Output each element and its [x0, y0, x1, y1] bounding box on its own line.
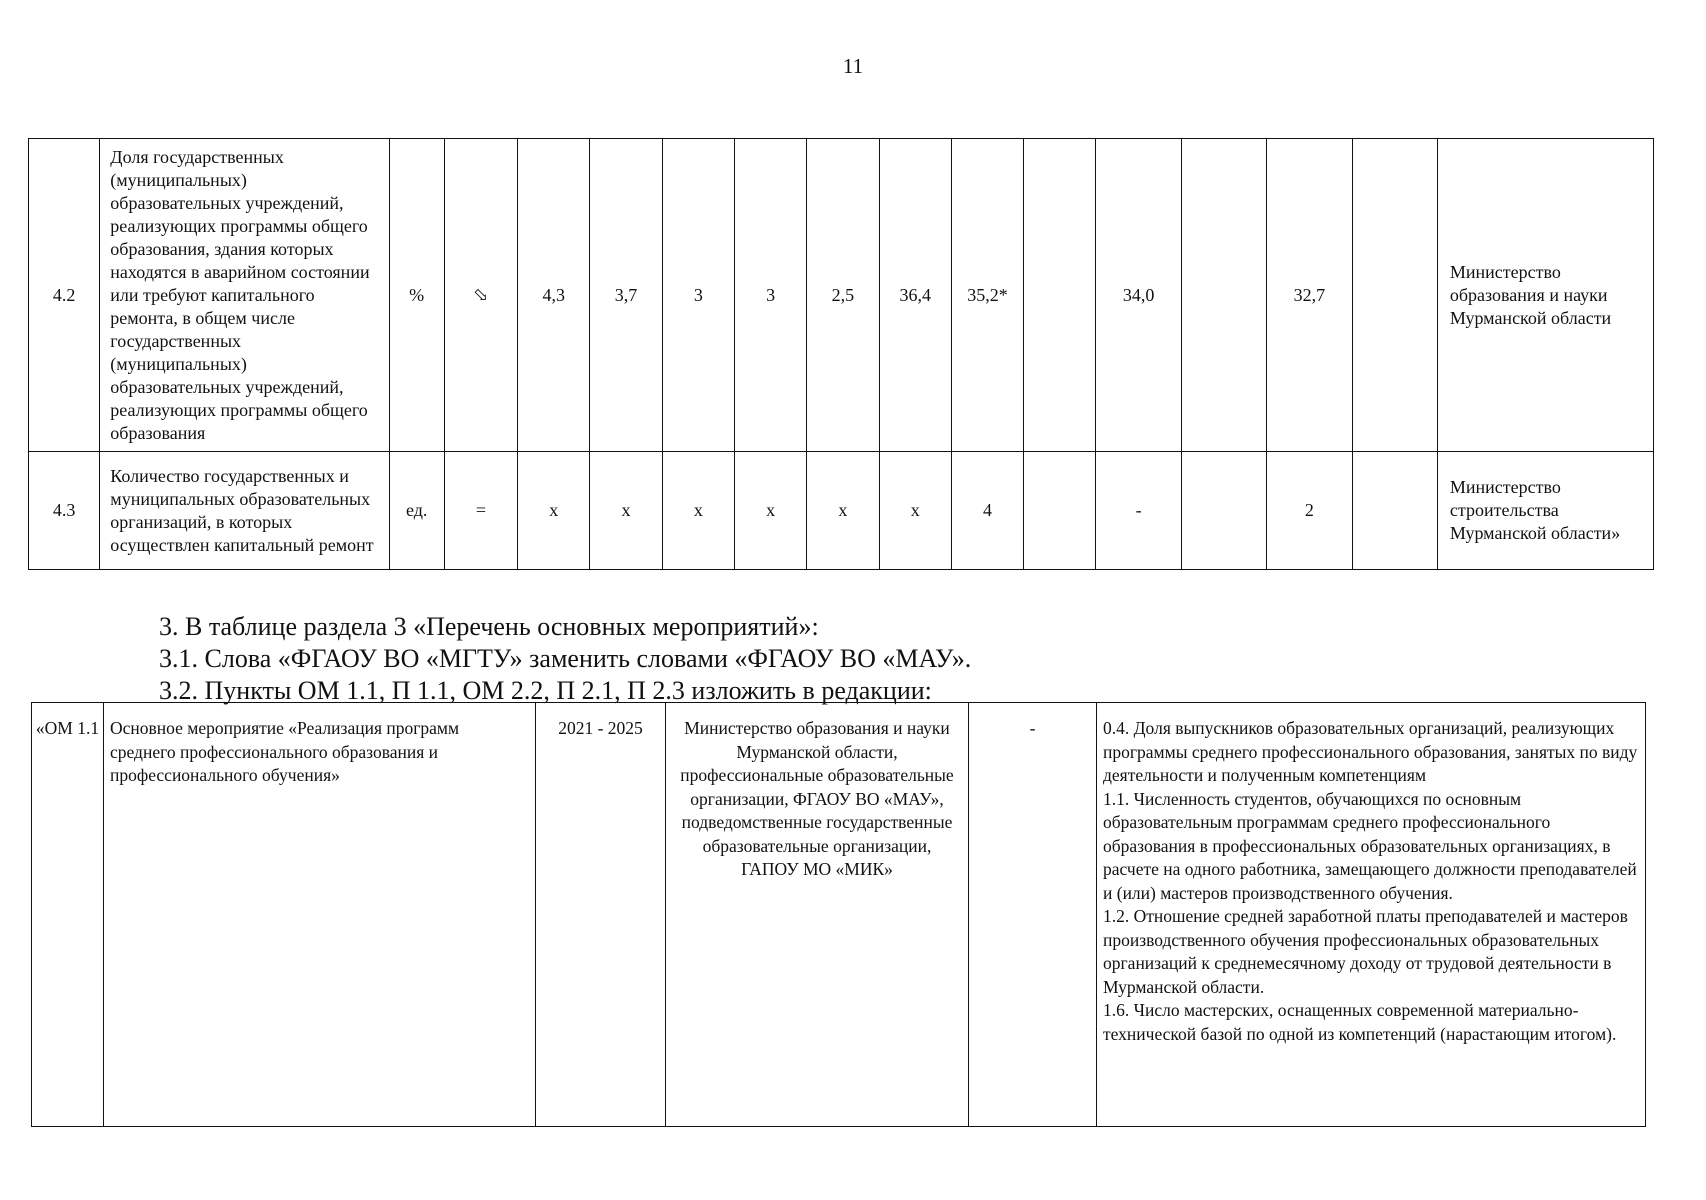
row-number: 4.2: [29, 139, 100, 452]
value-cell: 2,5: [807, 139, 879, 452]
measure-name: Основное мероприятие «Реализация программ среднего профессионального образования и профессионального обучения»: [104, 703, 536, 1127]
indicator-name: Количество государственных и муниципальных образовательных организаций, в которых осуществлен капитальный ремонт: [100, 452, 389, 570]
value-cell: [1024, 452, 1096, 570]
indicator-item: 1.1. Численность студентов, обучающихся по основным образовательным программам среднего профессионального образования в профессиональных образовательных организациях, в расчете на одного работника, замещающего должности преподавателей и (или) мастеров производственного обучения.: [1103, 788, 1637, 903]
indicator-name: Доля государственных (муниципальных) образовательных учреждений, реализующих программы общего образования, здания которых находятся в аварийном состоянии или требуют капитального ремонта, в общем числе государственных (муниципальных) образовательных учреждений, реализующих программы общего образования: [100, 139, 389, 452]
trend-cell: =: [444, 452, 517, 570]
paragraph-3-2: 3.2. Пункты ОМ 1.1, П 1.1, ОМ 2.2, П 2.1, П 2.3 изложить в редакции:: [159, 676, 932, 705]
measure-period: 2021 - 2025: [536, 703, 666, 1127]
value-cell: х: [879, 452, 951, 570]
value-cell: 2: [1267, 452, 1352, 570]
measure-indicators: [1097, 703, 1646, 1127]
table-row: [29, 139, 1654, 452]
value-cell: 32,7: [1267, 139, 1352, 452]
value-cell: 3: [662, 139, 734, 452]
value-cell: х: [807, 452, 879, 570]
trend-cell: ⬂: [444, 139, 517, 452]
value-cell: 34,0: [1096, 139, 1181, 452]
indicators-table: [28, 138, 1654, 570]
value-cell: 36,4: [879, 139, 951, 452]
value-cell: -: [1096, 452, 1181, 570]
value-cell: 3,7: [590, 139, 662, 452]
value-cell: 4: [951, 452, 1023, 570]
value-cell: х: [734, 452, 806, 570]
value-cell: [1024, 139, 1096, 452]
paragraph-3-1: 3.1. Слова «ФГАОУ ВО «МГТУ» заменить словами «ФГАОУ ВО «МАУ».: [159, 644, 972, 673]
responsible-cell: Министерство строительства Мурманской области»: [1437, 452, 1653, 570]
paragraph-3: 3. В таблице раздела 3 «Перечень основных мероприятий»:: [159, 612, 819, 641]
value-cell: [1352, 139, 1437, 452]
value-cell: х: [518, 452, 590, 570]
row-number: 4.3: [29, 452, 100, 570]
value-cell: [1352, 452, 1437, 570]
table-row: [32, 703, 1646, 1127]
table-row: [29, 452, 1654, 570]
unit-cell: %: [389, 139, 444, 452]
measure-funding: -: [969, 703, 1097, 1127]
value-cell: х: [662, 452, 734, 570]
measures-table: [31, 702, 1646, 1127]
unit-cell: ед.: [389, 452, 444, 570]
value-cell: [1181, 139, 1266, 452]
value-cell: [1181, 452, 1266, 570]
indicator-item: 0.4. Доля выпускников образовательных организаций, реализующих программы среднего профессионального образования, занятых по виду деятельности и полученным компетенциям: [1103, 718, 1638, 785]
measure-code: «ОМ 1.1: [32, 703, 104, 1127]
page-number: 11: [842, 54, 864, 78]
value-cell: 35,2*: [951, 139, 1023, 452]
value-cell: 3: [734, 139, 806, 452]
responsible-cell: Министерство образования и науки Мурманской области: [1437, 139, 1653, 452]
indicator-item: 1.6. Число мастерских, оснащенных современной материально-технической базой по одной из компетенций (нарастающим итогом).: [1103, 1000, 1617, 1044]
measure-executors: Министерство образования и науки Мурманской области, профессиональные образовательные организации, ФГАОУ ВО «МАУ», подведомственные государственные образовательные организации, ГАПОУ МО «МИК»: [666, 703, 969, 1127]
indicator-item: 1.2. Отношение средней заработной платы преподавателей и мастеров производственного обучения профессиональных образовательных организаций к среднемесячному доходу от трудовой деятельности в Мурманской области.: [1103, 906, 1628, 997]
value-cell: 4,3: [518, 139, 590, 452]
value-cell: х: [590, 452, 662, 570]
